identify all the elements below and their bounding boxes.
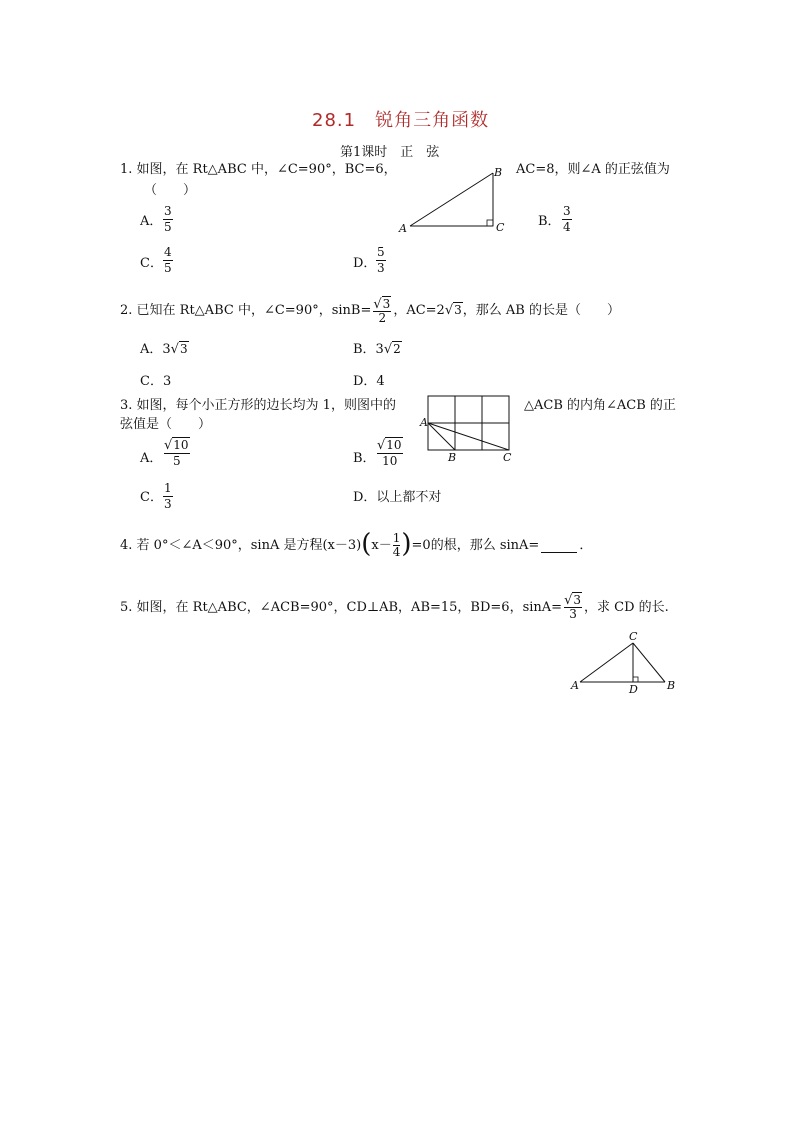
q3-option-a-den: 5 [172,454,181,468]
q3-option-a-rad: 10 [173,438,189,452]
q5-fig-label-c: C [629,630,638,643]
q1-stem-left: 1. 如图，在 Rt△ABC 中，∠C=90°，BC=6， [120,162,397,177]
q3-fig-label-b: B [448,451,457,464]
q3-stem-right: △ACB 的内角∠ACB 的正 [524,398,676,413]
q3-option-c-label: C． [140,490,163,505]
q3-option-b-label: B． [353,451,376,466]
q2-option-d: D．4 [353,374,385,389]
q1-option-c-label: C． [140,256,163,271]
q2-stem-c: ，那么 AB 的长是（ ） [462,302,620,318]
q4-eq-a: (x－3) [322,537,362,553]
page-title: 28.1 锐角三角函数 [312,110,490,131]
q5-sina-num: 3 [573,593,581,607]
q3-option-b-den: 10 [382,454,398,468]
q1-option-b-den: 4 [563,220,571,234]
q4-eq-c: =0 [411,537,431,553]
q4-stem-end: ． [579,537,593,553]
q4-answer-blank[interactable] [541,538,577,553]
q5-fig-label-d: D [629,683,638,696]
q3-option-b-fraction: √10 10 [377,438,402,468]
q1-option-a-den: 5 [164,220,172,234]
q4-stem: 4. 若 0°＜∠A＜90°，sinA 是方程 (x－3) ( x－ 1 4 ) =0 的根，那么 sinA= ． [120,528,593,559]
q1-option-d-den: 3 [377,261,385,275]
q1-option-c-fraction [163,246,173,275]
q2-stem-b: ，AC=2 [393,302,445,318]
page-subtitle: 第1课时 正 弦 [340,145,440,160]
q1-option-c-den: 5 [164,261,172,275]
q1-option-d-label: D． [353,256,377,271]
q1-option-b-fraction [562,205,572,234]
q1-option-b-label: B． [538,214,561,229]
q2-sinb-den: 2 [378,311,387,325]
q3-option-d: D．以上都不对 [353,490,442,505]
q1-fig-label-c: C [496,221,505,234]
q2-option-b-rad: 2 [393,342,401,356]
q3-fig-label-a: A [420,416,428,429]
q3-stem-left: 3. 如图，每个小正方形的边长均为 1，则图中的 [120,398,396,413]
q1-fig-label-b: B [494,166,503,179]
q4-stem-a: 4. 若 0°＜∠A＜90°，sinA 是方程 [120,537,323,553]
q4-eq-num: 1 [392,531,401,545]
q1-blank: （ ） [144,183,197,198]
q2-stem-a: 2. 已知在 Rt△ABC 中，∠C=90°，sinB= [120,302,372,318]
q1-option-d-fraction [376,246,386,275]
q5-triangle-figure [568,630,680,696]
q4-eq-b: x－ [371,537,392,553]
q5-stem-a: 5. 如图，在 Rt△ABC，∠ACB=90°，CD⊥AB，AB=15，BD=6，sinA= [120,599,563,615]
q3-option-c-den: 3 [164,497,172,511]
q3-option-a-label: A． [140,451,163,466]
q2-option-a: A．3√3 [140,342,188,357]
q5-stem [120,594,669,621]
q2-option-b-text: B．3 [353,342,384,357]
q2-sinb-num: 3 [382,297,391,311]
q1-option-d-num: 5 [377,245,385,259]
q3-option-b-rad: 10 [386,438,402,452]
q5-stem-b: ，求 CD 的长. [584,599,669,615]
q2-option-b: B．3√2 [353,342,401,357]
q3-fig-label-c: C [503,451,512,464]
q1-triangle-figure [395,164,515,239]
q3-grid-figure [418,393,518,465]
q1-stem-right: AC=8，则∠A 的正弦值为 [516,162,670,177]
q2-ac-rad: 3 [454,303,462,317]
q3-stem-line2: 弦值是（ ） [120,417,212,432]
q4-stem-b: 的根，那么 sinA= [430,537,540,553]
q2-stem: 2. 已知在 Rt△ABC 中，∠C=90°，sinB= √3 2 ，AC=2 √3 ，那么 AB 的长是（ ） [120,297,620,325]
q4-eq-den: 4 [392,545,401,559]
q4-eq-fraction [393,532,401,559]
q5-sina-fraction: √3 3 [564,593,581,621]
q1-option-a-label: A． [140,214,163,229]
q2-option-a-text: A．3 [140,342,171,357]
q1-option-b-num: 3 [563,204,571,218]
q1-option-a-fraction [163,205,173,234]
q1-option-c-num: 4 [164,245,172,259]
q2-option-a-rad: 3 [179,342,188,356]
q2-option-c: C．3 [140,374,172,389]
q3-option-c-fraction [163,482,173,511]
q3-option-c-num: 1 [164,481,172,495]
q3-option-a-fraction: √10 5 [164,438,189,468]
q5-fig-label-a: A [571,679,579,692]
q5-sina-den: 3 [569,607,577,621]
q5-fig-label-b: B [667,679,676,692]
q1-fig-label-a: A [399,222,407,235]
q1-option-a-num: 3 [164,204,172,218]
q2-sinb-fraction: √3 2 [373,297,391,325]
